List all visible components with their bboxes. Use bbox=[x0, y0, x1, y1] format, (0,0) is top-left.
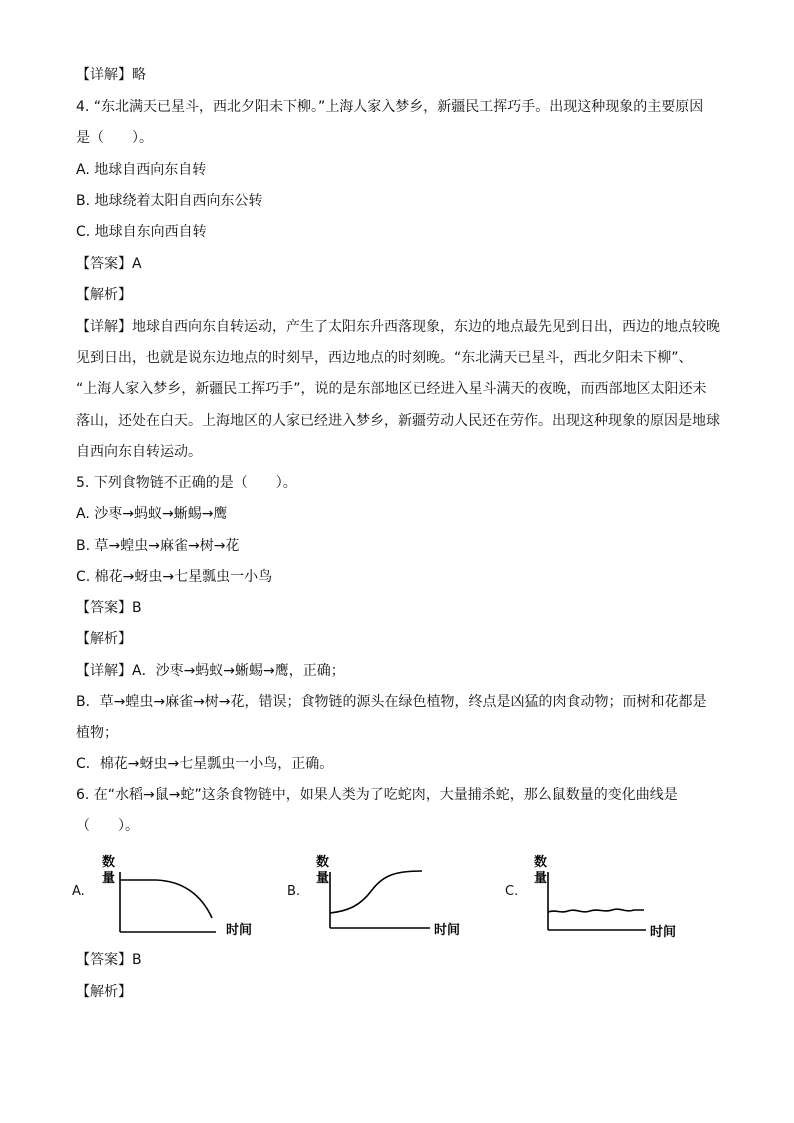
chart-b-option-label: B. bbox=[287, 884, 301, 899]
q5-analysis: 【解析】 bbox=[76, 631, 132, 647]
q4-option-a: A. 地球自西向东自转 bbox=[76, 162, 207, 178]
q5-stem: 5. 下列食物链不正确的是（ ）。 bbox=[76, 475, 297, 491]
chart-c-curve bbox=[548, 909, 644, 912]
q5-option-b: B. 草→蝗虫→麻雀→树→花 bbox=[76, 538, 240, 554]
q5-detail-line-4: C．棉花→蚜虫→七星瓢虫一小鸟，正确。 bbox=[76, 756, 334, 772]
q4-detail-line-4: 落山，还处在白天。上海地区的人家已经进入梦乡，新疆劳动人民还在劳作。出现这种现象的原因是地球 bbox=[76, 413, 720, 429]
q4-detail-line-3: “上海人家入梦乡，新疆民工挥巧手”，说的是东部地区已经进入星斗满天的夜晚，而西部地区太阳还未 bbox=[76, 381, 707, 397]
q6-stem-line-2: （ ）。 bbox=[76, 818, 139, 834]
chart-b-ylabel-2: 量 bbox=[316, 871, 330, 886]
q5-option-c: C. 棉花→蚜虫→七星瓢虫一小鸟 bbox=[76, 569, 273, 585]
chart-c-ylabel-1: 数 bbox=[534, 855, 548, 870]
chart-a-ylabel-1: 数 bbox=[102, 855, 116, 870]
q4-stem-line-1: 4. “东北满天已星斗，西北夕阳未下柳。”上海人家入梦乡，新疆民工挥巧手。出现这种现象的主要原因 bbox=[76, 99, 704, 115]
chart-b-ylabel-1: 数 bbox=[316, 855, 330, 870]
chart-a-ylabel-2: 量 bbox=[102, 871, 116, 886]
q4-analysis: 【解析】 bbox=[76, 287, 132, 303]
chart-a-curve bbox=[120, 880, 212, 918]
chart-a-decreasing-curve bbox=[96, 850, 266, 942]
chart-b-xlabel: 时间 bbox=[434, 923, 461, 938]
q5-detail-line-2: B．草→蝗虫→麻雀→树→花，错误；食物链的源头在绿色植物，终点是凶猛的肉食动物；而树和花都是 bbox=[76, 694, 707, 710]
chart-b-curve bbox=[330, 871, 422, 913]
q4-detail-line-5: 自西向东自转运动。 bbox=[76, 444, 202, 460]
q4-option-c: C. 地球自东向西自转 bbox=[76, 224, 207, 240]
chart-c-stable-curve bbox=[530, 850, 690, 942]
chart-c-xlabel: 时间 bbox=[650, 925, 677, 940]
q4-detail-line-2: 见到日出，也就是说东边地点的时刻早，西边地点的时刻晚。“东北满天已星斗，西北夕阳未下柳”、 bbox=[76, 350, 693, 366]
chart-a-xlabel: 时间 bbox=[226, 923, 253, 938]
chart-b-increasing-curve bbox=[312, 850, 472, 942]
q6-stem-line-1: 6. 在“水稻→鼠→蛇”这条食物链中，如果人类为了吃蛇肉，大量捕杀蛇，那么鼠数量的变化曲线是 bbox=[76, 787, 678, 803]
chart-c-ylabel-2: 量 bbox=[534, 871, 548, 886]
q4-answer: 【答案】A bbox=[76, 256, 142, 272]
q6-answer: 【答案】B bbox=[76, 952, 142, 968]
q5-detail-line-3: 植物； bbox=[76, 725, 118, 741]
q6-analysis: 【解析】 bbox=[76, 984, 132, 1000]
q5-detail-line-1: 【详解】A．沙枣→蚂蚁→蜥蜴→鹰，正确； bbox=[76, 663, 345, 679]
q4-stem-line-2: 是（ ）。 bbox=[76, 130, 153, 146]
q5-option-a: A. 沙枣→蚂蚁→蜥蜴→鹰 bbox=[76, 506, 228, 522]
q4-option-b: B. 地球绕着太阳自西向东公转 bbox=[76, 193, 263, 209]
chart-a-option-label: A. bbox=[72, 884, 85, 899]
q5-answer: 【答案】B bbox=[76, 600, 142, 616]
q4-detail-line-1: 【详解】地球自西向东自转运动，产生了太阳东升西落现象，东边的地点最先见到日出，西边的地点较晚 bbox=[76, 319, 720, 335]
chart-c-option-label: C. bbox=[505, 884, 519, 899]
q3-detail: 【详解】略 bbox=[76, 67, 146, 83]
